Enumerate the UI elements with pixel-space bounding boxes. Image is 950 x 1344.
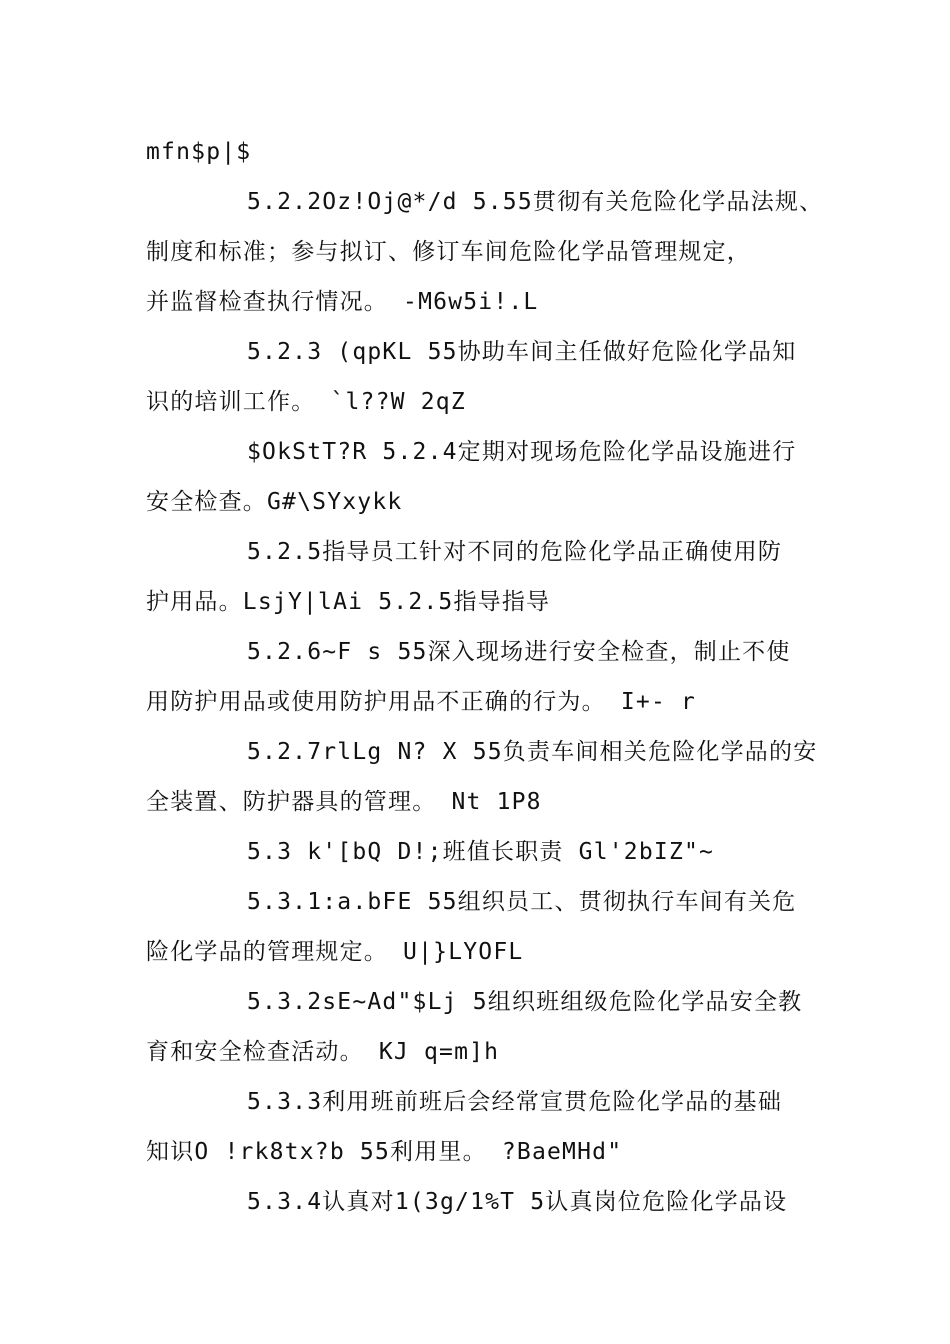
text-line-19: 育和安全检查活动。 KJ q=m]h xyxy=(146,1039,500,1065)
text-line-21: 知识O !rk8tx?b 55利用里。 ?BaeMHd" xyxy=(146,1139,623,1165)
text-line-22: 5.3.4认真对1(3g/1%T 5认真岗位危险化学品设 xyxy=(247,1189,788,1215)
text-line-7: $OkStT?R 5.2.4定期对现场危险化学品设施进行 xyxy=(247,439,797,465)
text-line-11: 5.2.6~F s 55深入现场进行安全检查，制止不使 xyxy=(247,639,791,665)
text-line-9: 5.2.5指导员工针对不同的危险化学品正确使用防 xyxy=(247,539,783,565)
text-line-12: 用防护用品或使用防护用品不正确的行为。 I+- r xyxy=(146,689,697,715)
text-line-1: mfn$p|$ xyxy=(146,139,252,165)
text-line-6: 识的培训工作。 `l??W 2qZ xyxy=(146,389,466,415)
text-line-13: 5.2.7rlLg N? X 55负责车间相关危险化学品的安 xyxy=(247,739,818,765)
text-line-18: 5.3.2sE~Ad"$Lj 5组织班组级危险化学品安全教 xyxy=(247,989,803,1015)
text-line-4: 并监督检查执行情况。 -M6w5i!.L xyxy=(146,289,539,315)
text-line-20: 5.3.3利用班前班后会经常宣贯危险化学品的基础 xyxy=(247,1089,783,1115)
text-line-15: 5.3 k'[bQ D!;班值长职责 Gl'2bIZ"~ xyxy=(247,839,715,865)
text-line-2: 5.2.2Oz!Oj@*/d 5.55贯彻有关危险化学品法规、 xyxy=(247,189,824,215)
text-line-10: 护用品。LsjY|lAi 5.2.5指导指导 xyxy=(146,589,551,615)
text-line-17: 险化学品的管理规定。 U|}LYOFL xyxy=(146,939,524,965)
text-line-14: 全装置、防护器具的管理。 Nt 1P8 xyxy=(146,789,542,815)
text-line-16: 5.3.1:a.bFE 55组织员工、贯彻执行车间有关危 xyxy=(247,889,797,915)
text-line-8: 安全检查。G#\SYxykk xyxy=(146,489,403,515)
text-line-5: 5.2.3 (qpKL 55协助车间主任做好危险化学品知 xyxy=(247,339,797,365)
text-line-3: 制度和标准；参与拟订、修订车间危险化学品管理规定， xyxy=(146,239,751,265)
